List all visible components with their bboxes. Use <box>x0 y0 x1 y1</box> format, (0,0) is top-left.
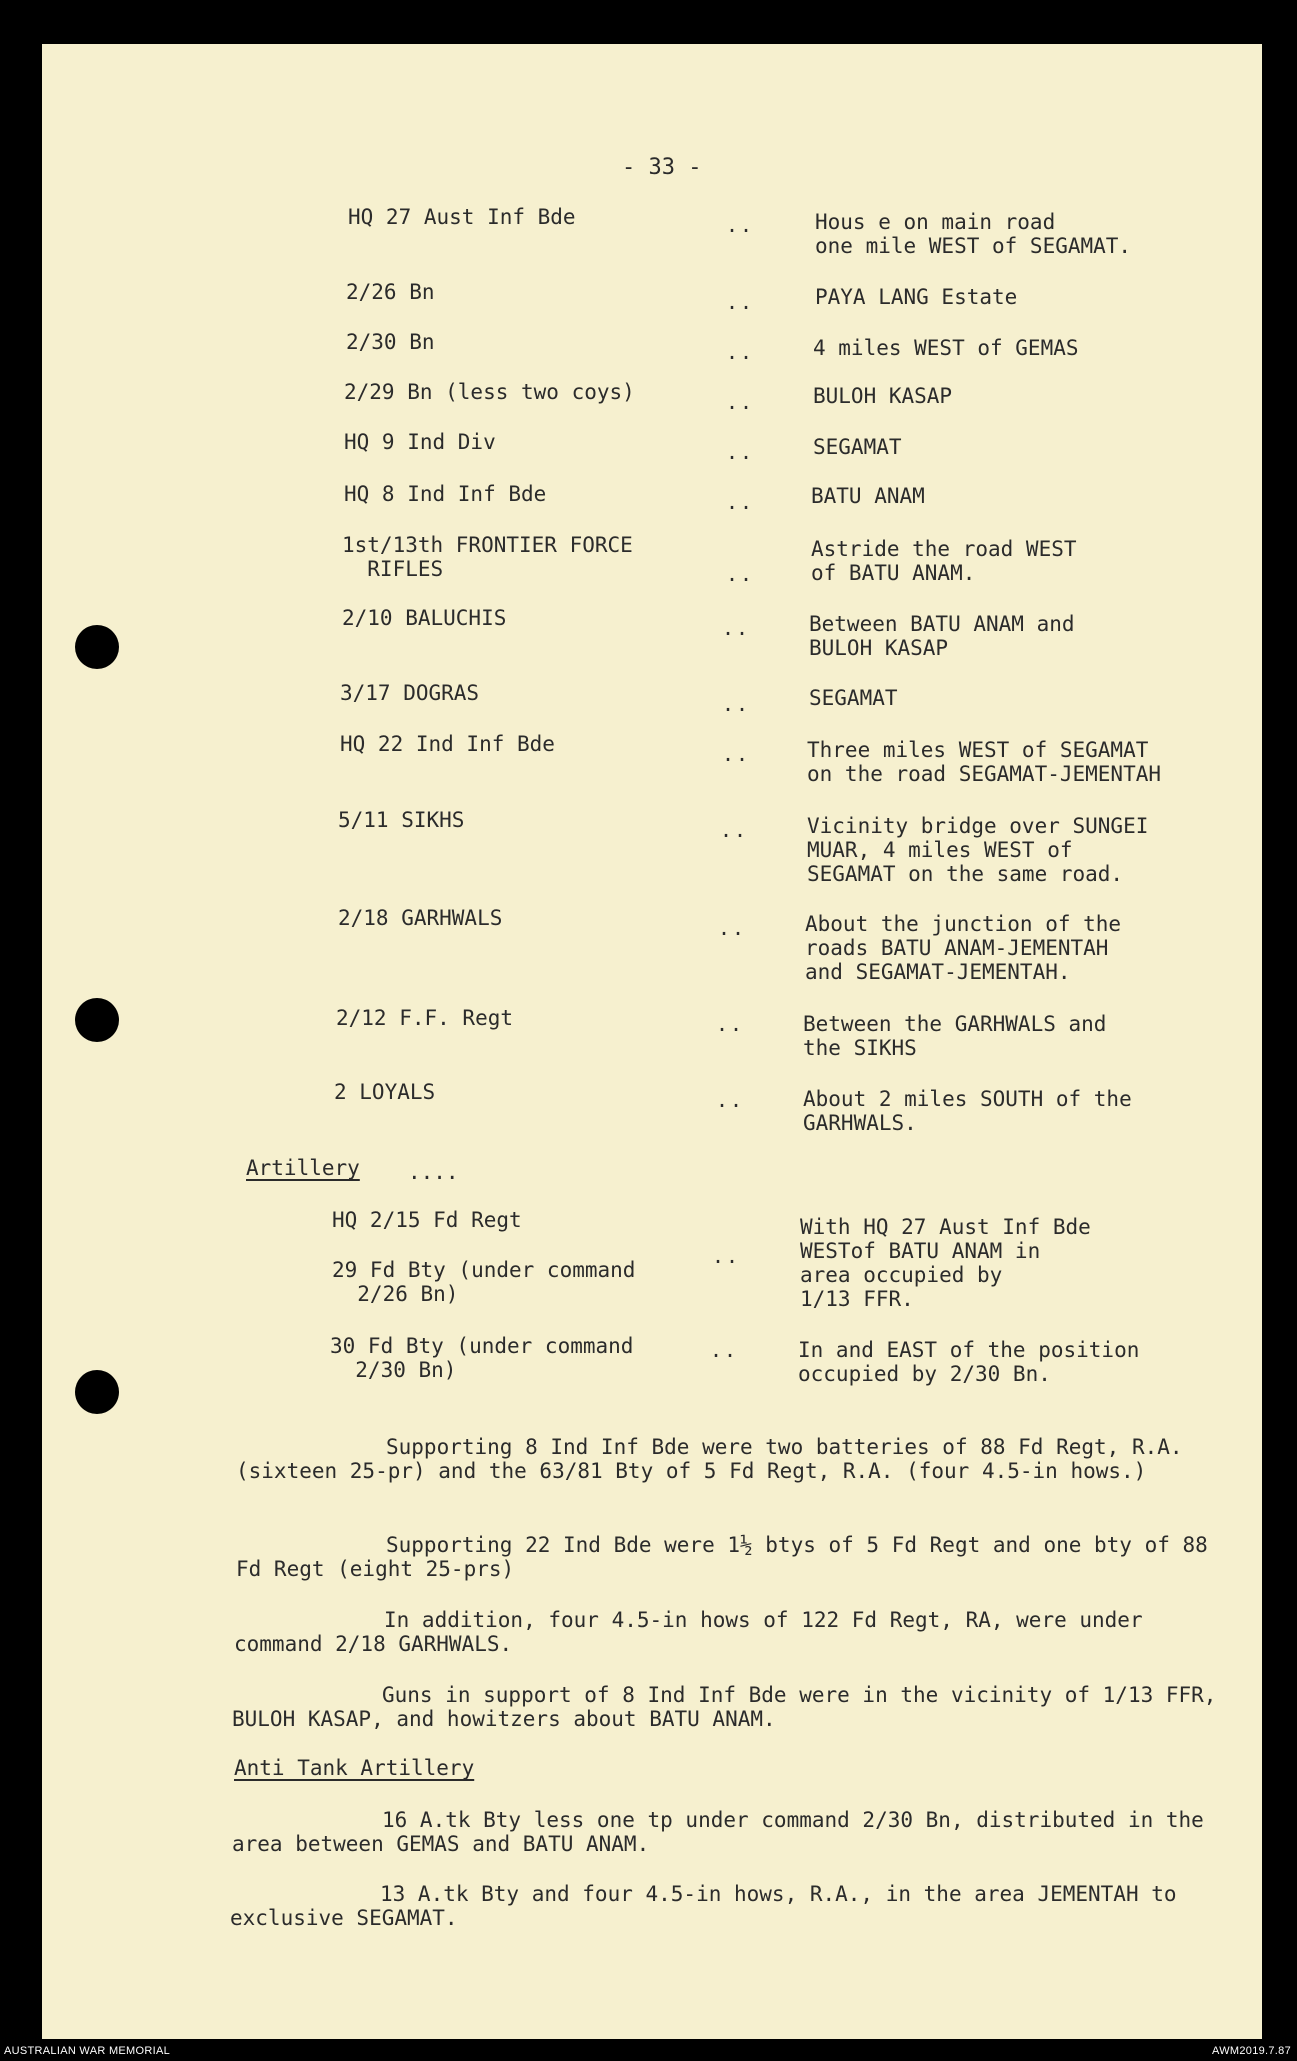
unit-name: HQ 2/15 Fd Regt <box>332 1208 522 1232</box>
paragraph: Supporting 22 Ind Bde were 1½ btys of 5 Fd Regt and one bty of 88 Fd Regt (eight 25-prs) <box>236 1533 1208 1581</box>
unit-name: HQ 9 Ind Div <box>344 430 496 454</box>
leader-dots: .. <box>726 390 755 414</box>
unit-name: 2/12 F.F. Regt <box>336 1006 514 1030</box>
archive-reference: AWM2019.7.87 <box>1211 2045 1291 2057</box>
unit-location: About 2 miles SOUTH of the GARHWALS. <box>803 1087 1132 1135</box>
paragraph: In addition, four 4.5-in hows of 122 Fd Regt, RA, were under command 2/18 GARHWALS. <box>234 1608 1143 1656</box>
section-heading: Anti Tank Artillery <box>234 1756 475 1780</box>
unit-name: 2/18 GARHWALS <box>338 906 503 930</box>
unit-location: Vicinity bridge over SUNGEI MUAR, 4 miles WEST of SEGAMAT on the same road. <box>807 814 1149 886</box>
leader-dots: .. <box>722 616 751 640</box>
leader-dots: .. <box>716 1012 745 1036</box>
punch-hole <box>75 625 119 669</box>
unit-name: 2/30 Bn <box>346 330 435 354</box>
unit-location: Between the GARHWALS and the SIKHS <box>803 1012 1107 1060</box>
unit-name: HQ 8 Ind Inf Bde <box>344 482 547 506</box>
unit-location: BULOH KASAP <box>813 384 953 408</box>
unit-name: 29 Fd Bty (under command 2/26 Bn) <box>332 1258 636 1306</box>
paragraph: 16 A.tk Bty less one tp under command 2/30 Bn, distributed in the area between GEMAS and BATU ANAM. <box>232 1808 1204 1856</box>
unit-name: 2/29 Bn (less two coys) <box>344 380 635 404</box>
leader-dots: .. <box>726 562 755 586</box>
unit-name: 2/26 Bn <box>346 280 435 304</box>
leader-dots: .. <box>718 916 747 940</box>
leader-dots: .. <box>726 340 755 364</box>
unit-name: 2/10 BALUCHIS <box>342 606 507 630</box>
unit-location: About the junction of the roads BATU ANAM-JEMENTAH and SEGAMAT-JEMENTAH. <box>805 912 1122 984</box>
unit-location: Three miles WEST of SEGAMAT on the road SEGAMAT-JEMENTAH <box>807 738 1162 786</box>
heading-dots: .... <box>408 1160 459 1184</box>
paragraph: 13 A.tk Bty and four 4.5-in hows, R.A., in the area JEMENTAH to exclusive SEGAMAT. <box>230 1882 1177 1930</box>
unit-location: Between BATU ANAM and BULOH KASAP <box>809 612 1075 660</box>
unit-name: HQ 27 Aust Inf Bde <box>348 205 576 229</box>
unit-location: SEGAMAT <box>809 686 898 710</box>
leader-dots: .. <box>716 1088 745 1112</box>
unit-location: BATU ANAM <box>811 484 925 508</box>
unit-location: In and EAST of the position occupied by 2/30 Bn. <box>798 1338 1140 1386</box>
unit-location: 4 miles WEST of GEMAS <box>813 336 1079 360</box>
unit-name: 1st/13th FRONTIER FORCE RIFLES <box>342 533 633 581</box>
leader-dots: .. <box>710 1338 739 1362</box>
unit-name: 30 Fd Bty (under command 2/30 Bn) <box>330 1334 634 1382</box>
leader-dots: .. <box>722 692 751 716</box>
paragraph: Supporting 8 Ind Inf Bde were two batteries of 88 Fd Regt, R.A. (sixteen 25-pr) and the 63/81 Bty of 5 Fd Regt, R.A. (four 4.5-in hows.) <box>236 1435 1183 1483</box>
unit-location: Astride the road WEST of BATU ANAM. <box>811 537 1077 585</box>
paragraph: Guns in support of 8 Ind Inf Bde were in the vicinity of 1/13 FFR, BULOH KASAP, and howitzers about BATU ANAM. <box>232 1683 1217 1731</box>
leader-dots: .. <box>726 490 755 514</box>
punch-hole <box>75 1370 119 1414</box>
leader-dots: .. <box>722 742 751 766</box>
leader-dots: .. <box>726 213 755 237</box>
leader-dots: .. <box>712 1244 741 1268</box>
unit-name: 5/11 SIKHS <box>338 808 465 832</box>
section-heading: Artillery <box>246 1156 360 1180</box>
unit-name: HQ 22 Ind Inf Bde <box>340 732 555 756</box>
leader-dots: .. <box>720 818 749 842</box>
page-number: - 33 - <box>622 155 702 180</box>
unit-location: Hous e on main road one mile WEST of SEGAMAT. <box>815 210 1132 258</box>
unit-name: 3/17 DOGRAS <box>340 681 480 705</box>
leader-dots: .. <box>726 440 755 464</box>
unit-location: With HQ 27 Aust Inf Bde WESTof BATU ANAM in area occupied by 1/13 FFR. <box>800 1215 1091 1311</box>
unit-location: PAYA LANG Estate <box>815 285 1018 309</box>
unit-location: SEGAMAT <box>813 435 902 459</box>
punch-hole <box>75 998 119 1042</box>
leader-dots: .. <box>726 290 755 314</box>
unit-name: 2 LOYALS <box>334 1080 436 1104</box>
archive-credit: AUSTRALIAN WAR MEMORIAL <box>4 2045 171 2057</box>
